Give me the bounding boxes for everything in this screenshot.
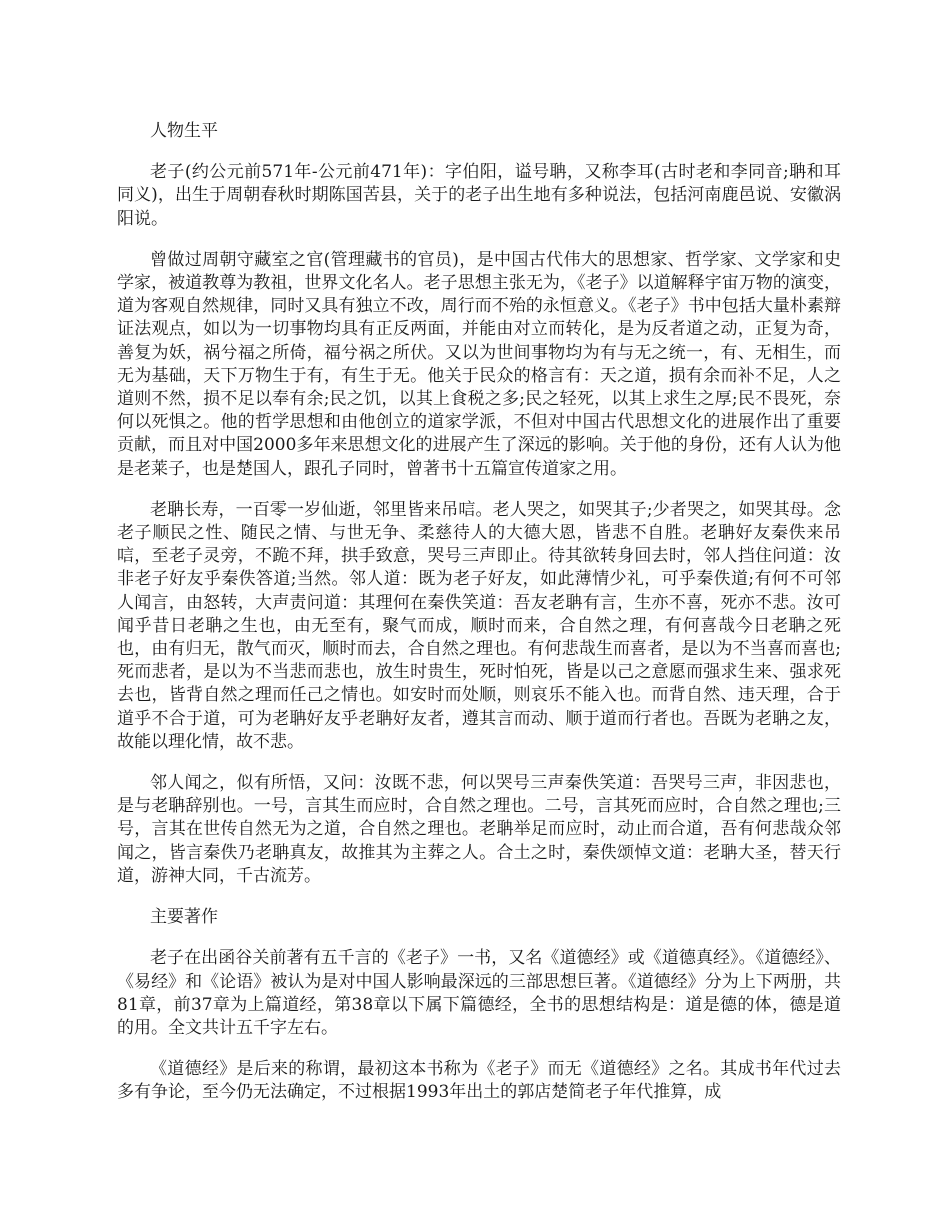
paragraph-mourning: 邻人闻之，似有所悟，又问：汝既不悲，何以哭号三声秦佚笑道：吾哭号三声，非因悲也，是与老聃辞别也。一号，言其生而应时，合自然之理也。二号，言其死而应时，合自然之理也;三号，言其在世传自然无为之道，合自然之理也。老聃举足而应时，动止而合道，吾有何悲哉众邻闻之，皆言秦佚乃老聃真友，故推其为主葬之人。合土之时，秦佚颂悼文道：老聃大圣，替天行道，游神大同，千古流芳。 [117, 773, 841, 886]
section-heading-works: 主要著作 [150, 907, 218, 928]
paragraph-death: 老聃长寿，一百零一岁仙逝，邻里皆来吊唁。老人哭之，如哭其子;少者哭之，如哭其母。念老子顺民之性、随民之情、与世无争、柔慈待人的大德大恩，皆悲不自胜。老聃好友秦佚来吊唁，至老子灵旁，不跪不拜，拱手致意，哭号三声即止。待其欲转身回去时，邻人挡住问道：汝非老子好友乎秦佚答道;当然。邻人道：既为老子好友，如此薄情少礼，可乎秦佚道;有何不可邻人闻言，由怒转，大声责问道：其理何在秦佚笑道：吾友老聃有言，生亦不喜，死亦不悲。汝可闻乎昔日老聃之生也，由无至有，聚气而成，顺时而来，合自然之理，有何喜哉今日老聃之死也，由有归无，散气而灭，顺时而去，合自然之理也。有何悲哉生而喜者，是以为不当喜而喜也;死而悲者，是以为不当悲而悲也，放生时贵生，死时怕死，皆是以己之意愿而强求生来、强求死去也，皆背自然之理而任己之情也。如安时而处顺，则哀乐不能入也。而背自然、违天理，合于道乎不合于道，可为老聃好友乎老聃好友者，遵其言而动、顺于道而行者也。吾既为老聃之友，故能以理化情，故不悲。 [117, 499, 841, 752]
paragraph-daodejing: 老子在出函谷关前著有五千言的《老子》一书，又名《道德经》或《道德真经》。《道德经》、《易经》和《论语》被认为是对中国人影响最深远的三部思想巨著。《道德经》分为上下两册，共81章，前37章为上篇道经，第38章以下属下篇德经，全书的思想结构是：道是德的体，德是道的用。全文共计五千字左右。 [117, 948, 841, 1038]
paragraph-career: 曾做过周朝守藏室之官(管理藏书的官员)，是中国古代伟大的思想家、哲学家、文学家和史学家，被道教尊为教祖，世界文化名人。老子思想主张无为，《老子》以道解释宇宙万物的演变，道为客观自然规律，同时又具有独立不改，周行而不殆的永恒意义。《老子》书中包括大量朴素辩证法观点，如以为一切事物均具有正反两面，并能由对立而转化，是为反者道之动，正复为奇，善复为妖，祸兮福之所倚，福兮祸之所伏。又以为世间事物均为有与无之统一，有、无相生，而无为基础，天下万物生于有，有生于无。他关于民众的格言有：天之道，损有余而补不足，人之道则不然，损不足以奉有余;民之饥，以其上食税之多;民之轻死，以其上求生之厚;民不畏死，奈何以死惧之。他的哲学思想和由他创立的道家学派，不但对中国古代思想文化的进展作出了重要贡献，而且对中国2000多年来思想文化的进展产生了深远的影响。关于他的身份，还有人认为他是老莱子，也是楚国人，跟孔子同时，曾著书十五篇宣传道家之用。 [117, 249, 841, 479]
paragraph-daodejing-origin: 《道德经》是后来的称谓，最初这本书称为《老子》而无《道德经》之名。其成书年代过去多有争论，至今仍无法确定，不过根据1993年出土的郭店楚简老子年代推算，成 [117, 1059, 841, 1103]
document-page [117, 120, 841, 1123]
section-heading-biography: 人物生平 [150, 121, 218, 141]
paragraph-birth: 老子(约公元前571年-公元前471年)：字伯阳，谥号聃，又称李耳(古时老和李同音;聃和耳同义)，出生于周朝春秋时期陈国苦县，关于的老子出生地有多种说法，包括河南鹿邑说、安徽涡阳说。 [117, 162, 841, 229]
